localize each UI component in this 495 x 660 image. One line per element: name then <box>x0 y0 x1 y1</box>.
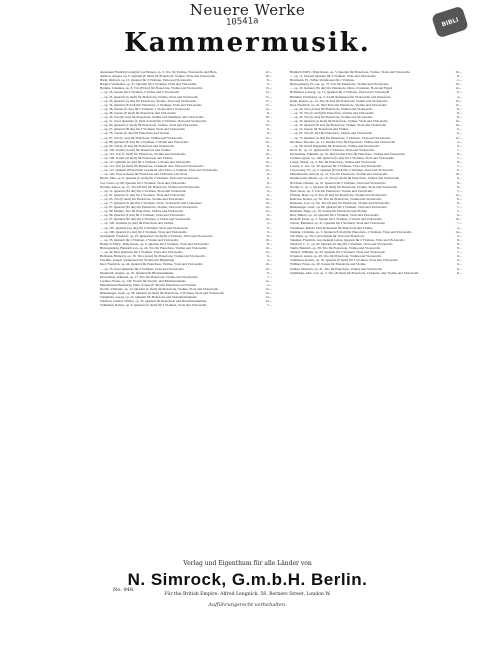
entry-price: 9— <box>267 229 272 234</box>
entry-price: 10— <box>265 201 272 205</box>
entry-price: 8— <box>267 233 272 238</box>
entry-text: — op. 78. Sonate (G dur) für Pianoforte und Violine <box>100 131 170 136</box>
entry-price: 12— <box>265 168 272 173</box>
entry-text: — op. 40. Trio (Es dur) für Pianoforte, Violine und Waldhorn oder Violoncello <box>100 115 204 120</box>
entry-text: — op. 77. Quintett (G dur) für 2 Violinen, Viola, Violoncello und Contrabass <box>100 201 202 205</box>
entry-text: — op. 60. Quartett (C moll) für Pianoforte, Violine, Viola und Violoncello <box>100 123 199 128</box>
page-heading: Neuere Werke <box>189 1 306 19</box>
entry-price: 12— <box>265 286 272 291</box>
entry-price: 10— <box>265 262 272 267</box>
entry-text: Urspruch, Anton, op. 29. Trio für Pianoforte, Violine und Violoncello <box>290 254 382 259</box>
entry-text: Herzogenberg, H. von, op. 27. Trio für Pianoforte, Violine und Violoncello <box>290 82 389 87</box>
entry-text: Scholz, Bernhard, op. 47. Quartett für 2 Violinen, Viola und Violoncello <box>290 221 386 226</box>
entry-text: — op. 67. Quartett (B dur) für 2 Violinen, Viola und Violoncello <box>100 127 186 132</box>
entry-price: 10— <box>265 217 272 222</box>
entry-price: 10— <box>265 115 272 120</box>
entry-text: Ambros, August, op. 6. Quartett (F moll) für Pianoforte, Violine, Viola und Violoncello <box>100 74 216 79</box>
entry-text: Taubert, Wilhelm, op. 63. Quartett für 2 Violinen, Viola und Violoncello <box>290 250 386 255</box>
entry-price: 7— <box>457 188 462 193</box>
entry-price: 8— <box>457 110 462 115</box>
entry-price: 12— <box>265 70 272 74</box>
entry-text: — op. 38. Sonate (E moll) für Pianoforte und Violoncello <box>100 110 177 115</box>
entry-price: 10— <box>455 123 462 128</box>
entry-text: Novák, Vítězslav, op. 12. Quartett (C moll) für Pianoforte, Violine, Viola und Violoncello <box>100 286 219 291</box>
entry-text: Kiel, Friedrich, op. 44. Quartett für Pianoforte, Violine, Viola und Violoncello <box>100 262 203 267</box>
entry-price: 12— <box>265 135 272 140</box>
entry-price: 4— <box>457 225 462 230</box>
entry-price: 9— <box>457 201 462 205</box>
entry-text: — op. 36. Sextett (G dur) für 2 Violinen, 2 Violen und 2 Violoncelli <box>100 106 190 111</box>
entry-price: 17— <box>265 102 272 107</box>
entry-price: 7— <box>457 147 462 152</box>
entry-price: 17— <box>265 98 272 103</box>
entry-price: 10— <box>265 246 272 251</box>
entry-price: 8— <box>457 160 462 165</box>
entry-price: 6— <box>457 127 462 132</box>
entry-text: Stiehl, Heinrich, op. 38. Trio für Pianoforte, Violine und Violoncello <box>290 246 381 251</box>
entry-text: — op. 114. Trio (A moll) für Pianoforte, Clarinette oder Viola und Violoncello <box>100 164 204 169</box>
entry-text: — op. 90. Dumky, Trio für Pianoforte, Violine und Violoncello <box>100 209 184 214</box>
entry-text: — op. 26. Quartett (A dur) für Pianoforte, Violine, Viola und Violoncello <box>100 98 197 103</box>
entry-text: Rheinberger, Josef, op. 38. Quintett (A moll) für Pianoforte, 2 Violinen, Viola und Violoncello <box>100 291 225 296</box>
entry-price: 8— <box>267 131 272 136</box>
entry-text: — op. 52. Sonate für Pianoforte und Violine <box>290 127 349 132</box>
entry-text: — op. 18. Sextett für 2 Violinen, 2 Violen und 2 Violoncelli <box>100 90 179 95</box>
entry-text: Volkmann, Robert, op. 35. Quartett (F moll) für 2 Violinen, Viola und Violoncello <box>290 258 399 263</box>
entry-price: 12— <box>265 139 272 144</box>
entry-text: Dvořák, Anton, op. 21. Trio (B dur) für Pianoforte, Violine und Violoncello <box>100 184 200 189</box>
entry-price: 9— <box>457 254 462 259</box>
entry-price: 4— <box>457 139 462 144</box>
entry-text: Klughardt, August, op. 47. Quintett für Blasinstrumente <box>100 270 174 275</box>
entry-text: — op. 101. Trio (C moll) für Pianoforte, Violine und Violoncello <box>100 151 186 156</box>
entry-price: 4— <box>457 94 462 99</box>
entry-text: Sitt, Hans, op. 29. Concertstück für Viola mit Pianoforte <box>290 233 365 238</box>
entry-text: Novák, V., op. 1. Quartett (D moll) für Pianoforte, Violine, Viola und Violoncello <box>290 184 398 189</box>
entry-text: Herzogenberg, Heinrich von, op. 24. Trio für Pianoforte, Violine und Violoncello <box>100 246 208 251</box>
entry-price: 9— <box>267 127 272 132</box>
entry-price: 9— <box>267 188 272 193</box>
entry-text: Rudorff, Ernst, op. 5. Sextett für 3 Violinen, 2 Violen und Violoncello <box>290 217 383 222</box>
entry-text: — op. 108. Sonate (D moll) für Pianoforte und Violine <box>100 155 173 160</box>
entry-price: 7— <box>457 250 462 255</box>
entry-text: — op. 53. Zwei Quartette für 2 Violinen, Viola und Violoncello <box>100 266 184 271</box>
entry-price: 12— <box>265 160 272 165</box>
entry-price: 8— <box>267 147 272 152</box>
entry-price: 12— <box>265 106 272 111</box>
entry-text: — op. 75. Quintett (A dur) für Pianoforte, 2 Violinen, Viola und Violoncello <box>290 135 391 140</box>
entry-price: 9— <box>267 192 272 197</box>
entry-text: — op. 87. Trio (C dur) für Pianoforte, Violine und Violoncello <box>100 135 183 140</box>
entry-text: Zöllner, Heinrich, op. 41. Trio für Pianoforte, Violine und Violoncello <box>290 266 383 271</box>
entry-text: Nováček, Ottokar, op. 10. Quartett für 2 Violinen, Viola und Violoncello <box>290 180 386 185</box>
entry-text: Kroll, Fr., op. 21. Quartett für 2 Violinen, Viola und Violoncello <box>290 147 375 152</box>
entry-price: 15— <box>265 86 272 91</box>
entry-text: Lachner, Ignaz, op. 104. Quartett (G dur) für 2 Violinen, Viola und Violoncello <box>290 155 395 160</box>
entry-text: — op. 33. Trio (C moll) für Pianoforte, Violine und Violoncello <box>290 110 375 115</box>
entry-price: 8— <box>267 143 272 148</box>
entry-text: Lorenz, C. Ad., op. 30. Quartett für 2 Violinen, Viola und Violoncello <box>290 164 382 169</box>
entry-text: — op. 65. Trio (E dur) für Pianoforte, Violine und Violoncello <box>290 131 373 136</box>
entry-text: Riemann, Hugo, op. 18. Sonate für Pianoforte und Violine <box>290 209 367 214</box>
entry-text: Alexander Friedrich Landgraf von Hessen, op. 5. Trio für Violine, Violoncello und Horn <box>100 70 217 74</box>
entry-price: 9— <box>267 270 272 275</box>
entry-text: Lange, Walter, op. 4. Trio für Pianoforte, Violine und Violoncello <box>290 160 377 165</box>
entry-price: 12— <box>265 209 272 214</box>
entry-text: Lachner, Franz, op. 120. Nonett für Streich- und Blasinstrumente <box>100 278 186 283</box>
entry-price: 8— <box>267 155 272 160</box>
entry-price: 7— <box>457 205 462 210</box>
entry-price: 12— <box>455 192 462 197</box>
entry-text: — op. 96. Quartett (F dur) für 2 Violinen, Viola und Violoncello <box>100 213 185 218</box>
entry-text: Lawrowsky, W., op. 2. Quartett (D moll) für 2 Violinen, Viola und Violoncello <box>290 168 394 173</box>
entry-price: 7— <box>457 221 462 226</box>
entry-text: — op. 51. Quartett (Es dur) für 2 Violinen, Viola und Violoncello <box>100 188 187 193</box>
entry-price: 15— <box>265 94 272 99</box>
entry-text: — op. 42. Drei Quartette für 2 Violinen, Viola und Violoncello <box>100 250 183 255</box>
entry-text: Stanford, Charles Villiers, op. 35. Quintett für Pianoforte und Streichinstrumente <box>100 299 207 304</box>
entry-price: 6— <box>267 176 272 181</box>
entry-text: — op. 43. Quartett (A moll) für Pianoforte, Violine, Viola und Violoncello <box>290 119 389 124</box>
entry-price: 7— <box>457 155 462 160</box>
entry-text: Zemlinsky, Alex. von, op. 3. Trio (D moll) für Pianoforte, Clarinette oder Violine und Violoncello <box>290 270 419 275</box>
entry-price: 8— <box>457 180 462 185</box>
catalogue-number-stamp: 10541a <box>225 16 259 28</box>
entry-price: 8— <box>457 106 462 111</box>
entry-text: — op. 106. Quartett (G dur) für 2 Violinen, Viola und Violoncello <box>100 229 187 234</box>
entry-text: Herrmann, Fr., Triller-Variationen für 2 Violinen <box>290 78 354 83</box>
entry-price: 9— <box>457 131 462 136</box>
entry-text: Pfitzner, Hans, op. 8. Trio (F dur) für Pianoforte, Violine und Violoncello <box>290 192 387 197</box>
entry-price: 9— <box>457 266 462 271</box>
entry-price: 7— <box>267 274 272 279</box>
entry-price: 5— <box>267 221 272 226</box>
rights-note: Aufführungsrecht vorbehalten. <box>208 602 287 608</box>
entry-price: 9— <box>267 254 272 259</box>
entry-price: 10— <box>455 119 462 124</box>
entry-price: 8— <box>267 180 272 185</box>
entry-price: 5— <box>267 282 272 287</box>
entry-text: Smetana, Friedrich, Aus meinem Leben, Quartett für 2 Violinen, Viola und Violoncello <box>290 237 405 242</box>
entry-price: 6— <box>457 258 462 263</box>
entry-text: Heinrich XXIV., Prinz Reuss, op. 4. Quartett für 2 Violinen, Viola und Violoncello <box>100 241 209 246</box>
entry-price: 12— <box>265 291 272 296</box>
entry-text: Rheinberger, Josef, op. 89. Quartett für 2 Violinen, Viola und Violoncello <box>290 205 387 210</box>
entry-price: 8— <box>457 246 462 251</box>
entry-price: 7— <box>457 164 462 169</box>
entry-price: 9— <box>267 119 272 124</box>
entry-price: 6— <box>457 262 462 267</box>
entry-price: 2— <box>457 78 462 83</box>
entry-price: 10— <box>265 74 272 79</box>
entry-price: 15— <box>265 123 272 128</box>
right-column <box>290 70 462 630</box>
entry-text: Mendelssohn Bartholdy, Felix, Sonate (F dur) für Pianoforte und Violine <box>100 282 196 287</box>
entry-price: 8— <box>457 151 462 156</box>
entry-text: — op. 51. Zwei Quartette (C moll, A moll) für 2 Violinen, Viola und Violoncello <box>100 119 207 124</box>
entry-price: 6— <box>457 168 462 173</box>
entry-price: 10— <box>455 82 462 87</box>
entry-text: Kiel, Friedrich, op. 22. Drei Trios für Pianoforte, Violine und Violoncello <box>290 102 387 107</box>
entry-price: 10— <box>455 98 462 103</box>
entry-text: Joachim, Joseph, Variationen für Violine mit Begleitung <box>100 258 175 263</box>
entry-price: 8— <box>457 241 462 246</box>
entry-price: 10— <box>455 70 462 74</box>
entry-text: — op. 105. Quartett (As dur) für 2 Violinen, Viola und Violoncello <box>100 225 189 230</box>
entry-text: Bargiel, Woldemar, op. 47. Quartett für 2 Violinen, Viola und Violoncello <box>100 82 197 87</box>
entry-text: Hoffmann, Ludwig, op. 15. Quintett für 2 Violinen, Viola und 2 Violoncelli <box>290 90 390 95</box>
left-column <box>100 70 272 630</box>
entry-price: 10— <box>455 172 462 177</box>
entry-price: 9— <box>267 225 272 230</box>
entry-price: 8— <box>457 237 462 242</box>
entry-price: 4— <box>457 233 462 238</box>
entry-price: 12— <box>265 278 272 283</box>
entry-text: — op. 34. Quintett (F moll) für Pianoforte, 2 Violinen, Viola und Violoncello <box>100 102 202 107</box>
entry-price: 5— <box>457 209 462 214</box>
entry-text: Kahn, Robert, op. 14. Trio (E dur) für Pianoforte, Violine und Violoncello <box>290 98 388 103</box>
entry-text: — op. 43. Quintett (Es dur) für Pianoforte, Oboe, Clarinette, Horn und Fagott <box>290 86 393 91</box>
entry-text: — op. 35. Quintett für 2 Violinen, 2 Violen und Violoncello <box>100 237 179 242</box>
entry-price: 12— <box>455 86 462 91</box>
entry-text: — op. 111. Quintett (G dur) für 2 Violinen, 2 Violen und Violoncello <box>100 160 191 165</box>
library-stamp-icon: BIBLI <box>431 6 469 39</box>
entry-price: 8— <box>457 184 462 189</box>
entry-text: Mendelssohn, Arnold, op. 21. Trio für Pianoforte, Violine und Violoncello <box>290 172 388 177</box>
entry-price: 14— <box>455 229 462 234</box>
entry-price: 8— <box>267 110 272 115</box>
entry-text: — op. 25. Quartett (G moll) für Pianoforte, Violine, Viola und Violoncello <box>100 94 199 99</box>
entry-price: 9— <box>457 90 462 95</box>
entry-price: 9— <box>267 82 272 87</box>
entry-text: Kretschmer, Edmund, op. 17. Trio für Pianoforte, Violine und Violoncello <box>100 274 198 279</box>
entry-text: — op. 115. Quintett (H moll) für Clarinette oder Viola, 2 Violinen, Viola und Violoncello <box>100 168 218 173</box>
entry-text: Moszkowski, Moritz, op. 13. Trio (G moll) für Pianoforte, Violine und Violoncello <box>290 176 400 181</box>
entry-text: Kretschmer, Edmund, op. 29. Drei leichte Trios für Pianoforte, Violine und Violoncello <box>290 151 406 156</box>
entry-price: 12— <box>265 184 272 189</box>
entry-text: — op. 120. Zwei Sonaten für Pianoforte und Clarinette oder Viola <box>100 172 188 177</box>
entry-text: Reinecke, Carl, op. 84. Trio (D dur) für Pianoforte, Violine und Violoncello <box>290 201 390 205</box>
entry-text: Barth, Richard, op. 15. Quartett für 2 Violinen, Viola und Violoncello <box>100 78 192 83</box>
entry-price: 12— <box>265 299 272 304</box>
entry-price: 8— <box>457 270 462 275</box>
entry-text: Radecke, Robert, op. 30. Trio für Pianoforte, Violine und Violoncello <box>290 196 382 201</box>
entry-price: 4— <box>267 258 272 263</box>
entry-text: Hofmann, Heinrich, op. 18. Trio (A dur) für Pianoforte, Violine und Violoncello <box>100 254 206 259</box>
entry-price: 10— <box>455 217 462 222</box>
entry-price: 13— <box>265 295 272 300</box>
entry-price: 12— <box>265 266 272 271</box>
plate-number: No. 948. <box>113 587 135 593</box>
entry-price: 12— <box>265 205 272 210</box>
entry-price: 15— <box>265 250 272 255</box>
entry-text: — op. 100. Sonatine (G dur) für Pianoforte und Violine <box>100 221 174 226</box>
entry-text: Kirchner, Theodor, op. 15. Kinder-Trios für Pianoforte, Violine und Violoncello <box>290 139 396 144</box>
entry-price: 8— <box>457 74 462 79</box>
entry-price: 10— <box>265 237 272 242</box>
entry-text: Ries, Hubert, op. 14. Quartett für 2 Violinen, Viola und Violoncello <box>290 213 379 218</box>
entry-text: — op. 34. Trio (G dur) für Pianoforte, Violine und Violoncello <box>290 115 373 120</box>
entry-text: — op. 24. Trio (A dur) für Pianoforte, Violine und Violoncello <box>290 106 373 111</box>
entry-text: Volkmann, Robert, op. 9. Quartett (G moll) für 2 Violinen, Viola und Violoncello <box>100 303 207 308</box>
publisher-name: N. Simrock, G.m.b.H. Berlin. <box>127 570 368 589</box>
entry-price: 9— <box>457 176 462 181</box>
entry-price: 7— <box>267 303 272 308</box>
entry-text: — op. 99. Sonate (F dur) für Pianoforte und Violoncello <box>100 143 175 148</box>
entry-text: Wüllner, Franz, op. 30. Sonate für Pianoforte und Violine <box>290 262 366 267</box>
entry-price: 8— <box>267 213 272 218</box>
entry-text: Sinding, Christian, op. 5. Quintett (E moll) für Pianoforte, 2 Violinen, Viola und Violoncello <box>290 229 412 234</box>
agent-line: Für the British Empire: Alfred Lengnick, 58, Berners Street, London W. <box>164 592 331 597</box>
entry-text: Stanford, C. V., op. 64. Quartett (G dur) für 2 Violinen, Viola und Violoncello <box>290 241 393 246</box>
entry-text: — op. 50. Quartett (E dur) für Pianoforte, Violine, Viola und Violoncello <box>290 123 387 128</box>
entry-text: Cui, César, op. 68. Quartett für 2 Violinen, Viola und Violoncello <box>100 180 186 185</box>
entry-text: Schumann, Robert, Drei Romanzen für Pianoforte und Violine <box>290 225 373 230</box>
entry-price: 10— <box>265 164 272 169</box>
entry-text: Paul, Oscar, op. 5. Trio für Pianoforte, Violine und Violoncello <box>290 188 373 193</box>
entry-price: 13— <box>265 90 272 95</box>
entry-price: 8— <box>457 196 462 201</box>
page-title: Kammermusik. <box>124 28 371 58</box>
entry-price: 8— <box>267 172 272 177</box>
entry-price: 6— <box>457 143 462 148</box>
entry-text: Gernsheim, Friedrich, op. 25. Quartett (C moll) für 2 Violinen, Viola und Violoncello <box>100 233 213 238</box>
entry-price: 8— <box>457 115 462 120</box>
entry-text: — op. 11. Zweites Quartett für 2 Violinen, Viola und Violoncello <box>290 74 376 79</box>
entry-text: Heinrich XXIV., Prinz Reuss, op. 3. Quartett für Pianoforte, Violine, Viola und Violoncello <box>290 70 411 74</box>
entry-text: — op. 58. Zwölf Bagatellen für Pianoforte, Violine und Violoncello <box>290 143 380 148</box>
entry-text: Brahms, Johannes, op. 8. Trio (H dur) für Pianoforte, Violine und Violoncello <box>100 86 203 91</box>
entry-text: Bruch, Max, op. 9. Quartett (C moll) für 2 Violinen, Viola und Violoncello <box>100 176 199 181</box>
entry-price: 8— <box>267 78 272 83</box>
entry-price: 12— <box>265 196 272 201</box>
catalogue-entry <box>100 303 272 307</box>
entry-text: — op. 87. Quartett (Es dur) für Pianoforte, Violine, Viola und Violoncello <box>100 205 198 210</box>
entry-price: 6— <box>457 213 462 218</box>
entry-text: — op. 97. Quintett (Es dur) für 2 Violinen, 2 Violen und Violoncello <box>100 217 191 222</box>
entry-price: 10— <box>265 151 272 156</box>
catalogue-entry <box>290 271 462 275</box>
entry-text: Schumann, Georg, op. 25. Quintett für Pianoforte und Streichinstrumente <box>100 295 197 300</box>
entry-text: — op. 88. Quintett (F dur) für 2 Violinen, 2 Violen und Violoncello <box>100 139 189 144</box>
entry-price: 12— <box>455 135 462 140</box>
entry-text: — op. 100. Sonate (A dur) für Pianoforte und Violine <box>100 147 171 152</box>
entry-price: 15— <box>455 102 462 107</box>
entry-text: — op. 65. Trio (F moll) für Pianoforte, Violine und Violoncello <box>100 196 184 201</box>
entry-price: 8— <box>267 241 272 246</box>
publisher-line: Verlag und Eigenthum für alle Länder von <box>183 560 312 567</box>
entry-text: — op. 61. Quartett (C dur) für 2 Violinen, Viola und Violoncello <box>100 192 186 197</box>
entry-text: Hummel, Ferdinand, op. 3. Zwölf Romanzen für Violoncello und Pianoforte <box>290 94 391 99</box>
